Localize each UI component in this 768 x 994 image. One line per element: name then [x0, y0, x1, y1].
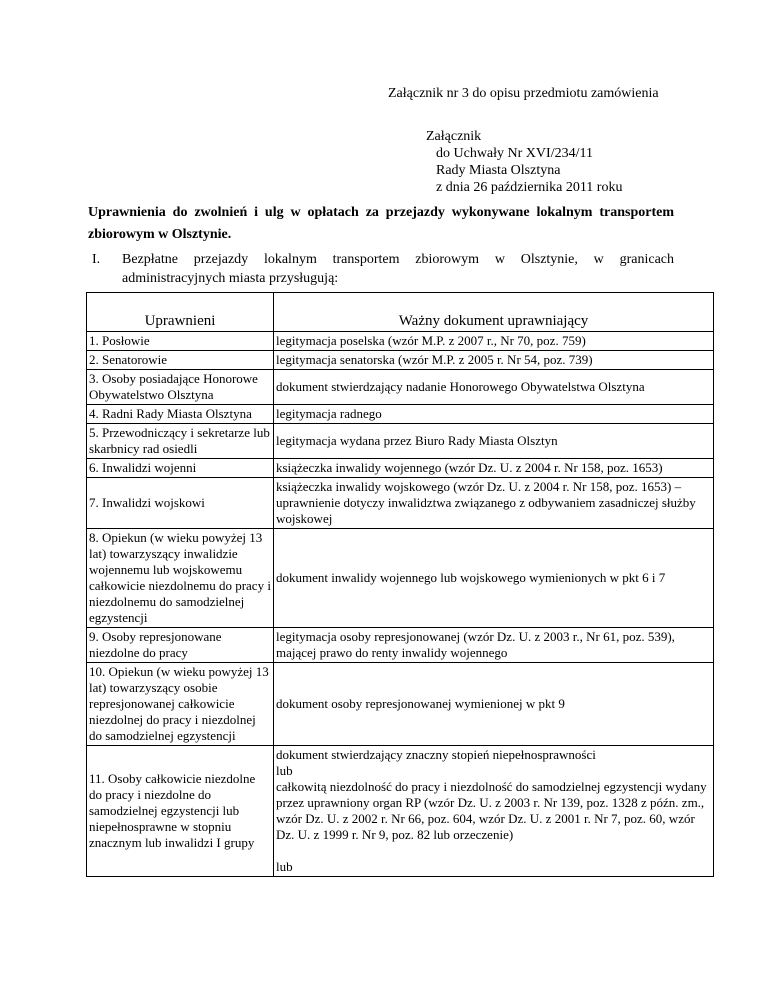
row-7-doc: książeczka inwalidy wojskowego (wzór Dz. U. z 2004 r. Nr 158, poz. 1653) – uprawnienie dotyczy inwalidztwa związanego z odbywaniem zasadniczej służby wojskowej: [274, 478, 714, 529]
row-3-who: 3. Osoby posiadające Honorowe Obywatelstwo Olsztyna: [87, 370, 274, 405]
table-row: [87, 459, 714, 478]
annex-title: Załącznik nr 3 do opisu przedmiotu zamówienia: [388, 86, 659, 101]
row-6-who: 6. Inwalidzi wojenni: [87, 459, 274, 478]
table-row: [87, 746, 714, 877]
table-row: [87, 424, 714, 459]
row-8-doc: dokument inwalidy wojennego lub wojskowego wymienionych w pkt 6 i 7: [274, 529, 714, 628]
row-1-who: 1. Posłowie: [87, 332, 274, 351]
table-row: [87, 663, 714, 746]
row-11-who: 11. Osoby całkowicie niezdolne do pracy i niezdolne do samodzielnej egzystencji lub niepełnosprawne w stopniu znacznym lub inwalidzi I grupy: [87, 746, 274, 877]
table-row: [87, 529, 714, 628]
table-row: [87, 628, 714, 663]
table-row: [87, 370, 714, 405]
row-2-doc: legitymacja senatorska (wzór M.P. z 2005 r. Nr 54, poz. 739): [274, 351, 714, 370]
row-11-doc-line-1: dokument stwierdzający znaczny stopień niepełnosprawności: [276, 747, 596, 762]
row-4-who: 4. Radni Rady Miasta Olsztyna: [87, 405, 274, 424]
section-text: Bezpłatne przejazdy lokalnym transportem zbiorowym w Olsztynie, w granicach administracyjnych miasta przysługują:: [122, 252, 674, 286]
row-11-doc: [274, 746, 714, 877]
document-heading: Uprawnienia do zwolnień i ulg w opłatach za przejazdy wykonywane lokalnym transportem zbiorowym w Olsztynie.: [88, 205, 674, 242]
resolution-line-4: z dnia 26 października 2011 roku: [436, 180, 623, 195]
row-10-doc: dokument osoby represjonowanej wymienionej w pkt 9: [274, 663, 714, 746]
row-5-who: 5. Przewodniczący i sekretarze lub skarbnicy rad osiedli: [87, 424, 274, 459]
table-row: [87, 478, 714, 529]
resolution-line-2: do Uchwały Nr XVI/234/11: [436, 146, 593, 161]
row-9-who: 9. Osoby represjonowane niezdolne do pracy: [87, 628, 274, 663]
row-6-doc: książeczka inwalidy wojennego (wzór Dz. U. z 2004 r. Nr 158, poz. 1653): [274, 459, 714, 478]
row-11-doc-line-2: lub: [276, 763, 293, 778]
row-3-doc: dokument stwierdzający nadanie Honorowego Obywatelstwa Olsztyna: [274, 370, 714, 405]
section-i: [92, 250, 674, 288]
resolution-line-3: Rady Miasta Olsztyna: [436, 163, 561, 178]
row-1-doc: legitymacja poselska (wzór M.P. z 2007 r., Nr 70, poz. 759): [274, 332, 714, 351]
row-9-doc: legitymacja osoby represjonowanej (wzór Dz. U. z 2003 r., Nr 61, poz. 539), mającej prawo do renty inwalidy wojennego: [274, 628, 714, 663]
row-4-doc: legitymacja radnego: [274, 405, 714, 424]
entitlements-table: [86, 292, 714, 877]
resolution-line-1: Załącznik: [426, 129, 482, 144]
header-entitled: Uprawnieni: [87, 293, 274, 332]
row-11-doc-line-4: lub: [276, 859, 293, 874]
table-row: [87, 351, 714, 370]
row-8-who: 8. Opiekun (w wieku powyżej 13 lat) towarzyszący inwalidzie wojennemu lub wojskowemu całkowicie niezdolnemu do pracy i niezdolnemu do samodzielnej egzystencji: [87, 529, 274, 628]
row-11-doc-line-3: całkowitą niezdolność do pracy i niezdolność do samodzielnej egzystencji wydany przez uprawniony organ RP (wzór Dz. U. z 2003 r. Nr 139, poz. 1328 z późn. zm., wzór Dz. U. z 2002 r. Nr 66, poz. 604, wzór Dz. U. z 2001 r. Nr 7, poz. 60, wzór Dz. U. z 1999 r. Nr 9, poz. 82 lub orzeczenie): [276, 779, 707, 842]
section-number: I.: [92, 252, 101, 267]
table-row: [87, 405, 714, 424]
row-10-who: 10. Opiekun (w wieku powyżej 13 lat) towarzyszący osobie represjonowanej całkowicie niezdolnej do pracy i niezdolnej do samodzielnej egzystencji: [87, 663, 274, 746]
row-2-who: 2. Senatorowie: [87, 351, 274, 370]
header-document: Ważny dokument uprawniający: [274, 293, 714, 332]
resolution-reference: [426, 128, 622, 196]
row-5-doc: legitymacja wydana przez Biuro Rady Miasta Olsztyn: [274, 424, 714, 459]
row-7-who: 7. Inwalidzi wojskowi: [87, 478, 274, 529]
table-header-row: [87, 293, 714, 332]
table-row: [87, 332, 714, 351]
